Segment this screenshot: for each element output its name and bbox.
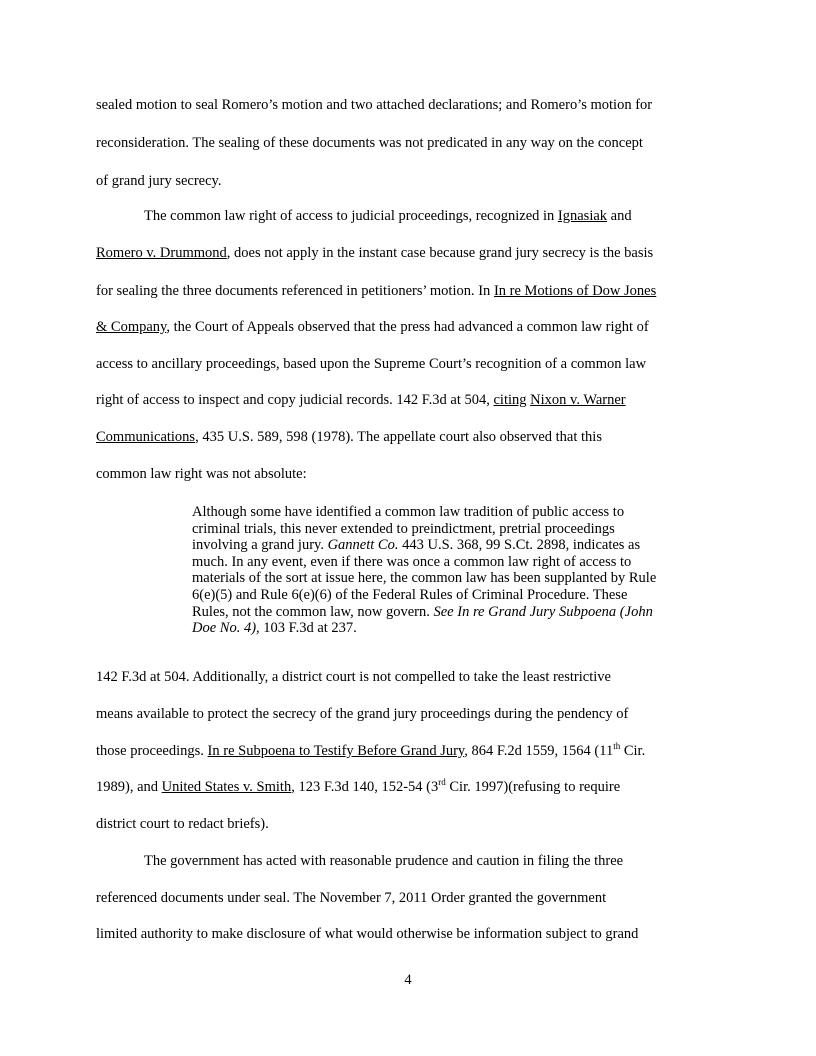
line-18: [96, 889, 606, 907]
text-segment: criminal trials, this never extended to preindictment, pretrial proceedings: [192, 520, 615, 537]
quote-line-7: [192, 604, 722, 621]
line-6: [96, 282, 656, 300]
text-segment: The government has acted with reasonable prudence and caution in filing the three: [144, 853, 624, 869]
text-segment: for sealing the three documents referenced in petitioners’ motion. In: [96, 283, 494, 299]
text-segment: involving a grand jury.: [192, 537, 328, 554]
case-citation: In re Subpoena to Testify Before Grand Jury: [207, 743, 465, 759]
case-citation: Romero v. Drummond: [96, 245, 227, 261]
line-5: [96, 244, 653, 262]
block-quote: [192, 504, 722, 637]
text-segment: common law right was not absolute:: [96, 466, 307, 482]
line-10: [96, 428, 602, 446]
text-segment: much. In any event, even if there was once a common law right of access to: [192, 553, 632, 570]
text-segment: 443 U.S. 368, 99 S.Ct. 2898, indicates as: [398, 537, 641, 554]
text-segment: Cir. 1997)(refusing to require: [445, 779, 621, 795]
quote-line-6: [192, 587, 722, 604]
text-segment: limited authority to make disclosure of what would otherwise be information subject to grand: [96, 926, 639, 942]
ordinal-suffix: th: [613, 741, 621, 752]
text-segment: , 123 F.3d 140, 152-54 (3: [291, 779, 439, 795]
line-12: [96, 668, 611, 686]
line-14: [96, 742, 645, 760]
text-segment: Cir.: [620, 743, 646, 759]
text-segment: sealed motion to seal Romero’s motion and two attached declarations; and Romero’s motion for: [96, 97, 653, 113]
case-citation: citing: [493, 392, 527, 408]
line-16: [96, 815, 269, 833]
text-segment: , 435 U.S. 589, 598 (1978). The appellate court also observed that this: [195, 429, 602, 445]
line-15: [96, 778, 620, 796]
ordinal-suffix: rd: [438, 777, 446, 788]
italic-citation: Gannett Co.: [327, 537, 399, 554]
line-11: [96, 465, 307, 483]
text-segment: The common law right of access to judicial proceedings, recognized in: [144, 208, 558, 224]
text-segment: and: [607, 208, 632, 224]
case-citation: Nixon v. Warner: [530, 392, 626, 408]
line-8: [96, 355, 646, 373]
quote-line-8: [192, 620, 722, 637]
case-citation: Communications: [96, 429, 196, 445]
text-segment: , does not apply in the instant case because grand jury secrecy is the basis: [226, 245, 654, 261]
italic-citation: See In re Grand Jury Subpoena (John: [433, 603, 653, 620]
text-segment: right of access to inspect and copy judicial records. 142 F.3d at 504,: [96, 392, 494, 408]
text-segment: materials of the sort at issue here, the common law has been supplanted by Rule: [192, 570, 657, 587]
text-segment: , the Court of Appeals observed that the press had advanced a common law right of: [166, 319, 649, 335]
text-segment: district court to redact briefs).: [96, 816, 269, 832]
text-segment: of grand jury secrecy.: [96, 173, 222, 189]
case-citation: In re Motions of Dow Jones: [493, 283, 657, 299]
quote-line-4: [192, 554, 722, 571]
text-segment: 142 F.3d at 504. Additionally, a district court is not compelled to take the least restrictive: [96, 669, 611, 685]
line-3: [96, 172, 221, 190]
line-4: [144, 207, 632, 225]
line-13: [96, 705, 628, 723]
page-number: 4: [404, 972, 412, 988]
italic-citation: Doe No. 4),: [192, 620, 260, 637]
line-1: [96, 96, 652, 114]
text-segment: Although some have identified a common law tradition of public access to: [192, 504, 625, 520]
line-2: [96, 134, 643, 152]
text-segment: 103 F.3d at 237.: [259, 620, 357, 637]
text-segment: means available to protect the secrecy of the grand jury proceedings during the pendency of: [96, 706, 629, 722]
text-segment: 6(e)(5) and Rule 6(e)(6) of the Federal Rules of Criminal Procedure. These: [192, 586, 628, 603]
text-segment: Rules, not the common law, now govern.: [192, 603, 434, 620]
quote-line-1: [192, 504, 722, 521]
quote-line-5: [192, 570, 722, 587]
quote-line-2: [192, 521, 722, 538]
text-segment: , 864 F.2d 1559, 1564 (11: [464, 743, 614, 759]
case-citation: & Company: [96, 319, 167, 335]
quote-line-3: [192, 537, 722, 554]
case-citation: United States v. Smith: [161, 779, 292, 795]
text-segment: 1989), and: [96, 779, 162, 795]
line-7: [96, 318, 649, 336]
text-segment: those proceedings.: [96, 743, 208, 759]
text-segment: access to ancillary proceedings, based upon the Supreme Court’s recognition of a common law: [96, 356, 647, 372]
text-segment: reconsideration. The sealing of these documents was not predicated in any way on the concept: [96, 135, 643, 151]
case-citation: Ignasiak: [557, 208, 608, 224]
text-segment: referenced documents under seal. The November 7, 2011 Order granted the government: [96, 890, 607, 906]
line-19: [96, 925, 638, 943]
line-9: [96, 391, 626, 409]
line-17: [144, 852, 623, 870]
